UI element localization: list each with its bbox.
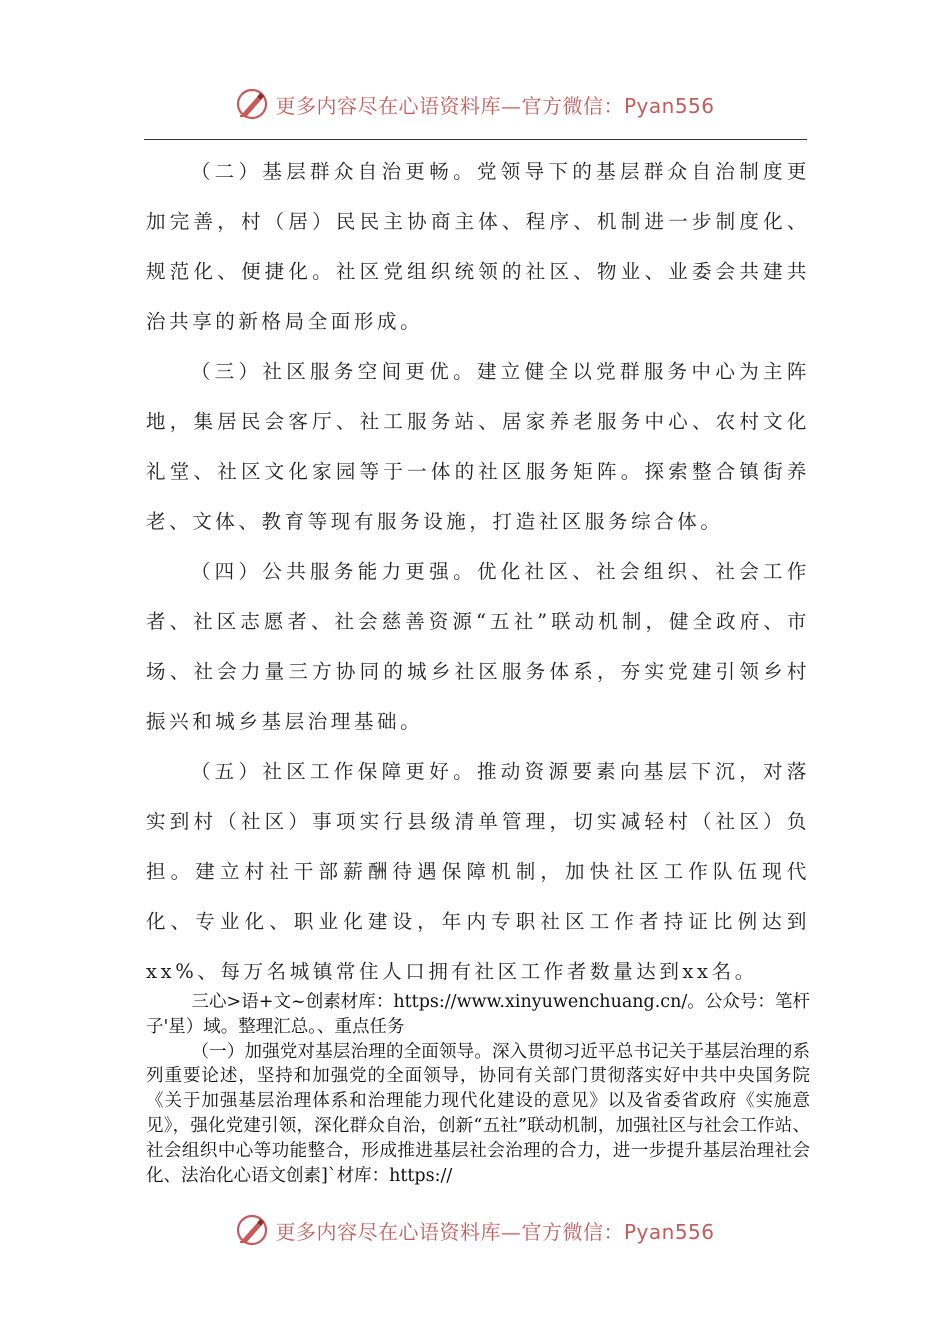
wechat-id: Pyan556 bbox=[623, 93, 715, 118]
task-paragraph-1: （一）加强党对基层治理的全面领导。深入贯彻习近平总书记关于基层治理的系列重要论述，坚持和加强党的全面领导，协同有关部门贯彻落实好中共中央国务院《关于加强基层治理体系和治理能力现代化建设的意见》以及省委省政府《实施意见》，强化党建引领，深化群众自治，创新“五社”联动机制，加强社区与社会工作站、社会组织中心等功能整合，形成推进基层社会治理的合力，进一步提升基层治理社会化、法治化心语文创素]`材库：https:// bbox=[146, 1041, 810, 1186]
paragraph-3: （三）社区服务空间更优。建立健全以党群服务中心为主阵地，集居民会客厅、社工服务站、居家养老服务中心、农村文化礼堂、社区文化家园等于一体的社区服务矩阵。探索整合镇街养老、文体、教育等现有服务设施，打造社区服务综合体。 bbox=[146, 360, 810, 533]
dense-text-block bbox=[146, 990, 810, 1188]
banner-title: 更多内容尽在心语资料库—官方微信：Pyan556 bbox=[275, 93, 715, 118]
source-note: 三心>语+文~创素材库：https://www.xinyuwenchuang.cn/。公众号：笔杆子'星）域。整理汇总。、重点任务 bbox=[146, 992, 810, 1037]
header-banner bbox=[0, 86, 950, 122]
paragraph-4: （四）公共服务能力更强。优化社区、社会组织、社会工作者、社区志愿者、社会慈善资源“五社”联动机制，健全政府、市场、社会力量三方协同的城乡社区服务体系，夯实党建引领乡村振兴和城乡基层治理基础。 bbox=[146, 560, 810, 733]
pen-circle-icon bbox=[235, 1213, 269, 1247]
footer-wechat-id: Pyan556 bbox=[623, 1219, 715, 1244]
paragraph-5: （五）社区工作保障更好。推动资源要素向基层下沉，对落实到村（社区）事项实行县级清单管理，切实减轻村（社区）负担。建立村社干部薪酬待遇保障机制，加快社区工作队伍现代化、专业化、职业化建设，年内专职社区工作者持证比例达到xx%、每万名城镇常住人口拥有社区工作者数量达到xx名。 bbox=[146, 760, 810, 983]
footer-title: 更多内容尽在心语资料库—官方微信：Pyan556 bbox=[275, 1219, 715, 1244]
footer-banner bbox=[0, 1212, 950, 1248]
header-divider bbox=[144, 139, 807, 140]
document-body bbox=[146, 147, 810, 997]
paragraph-2: （二）基层群众自治更畅。党领导下的基层群众自治制度更加完善，村（居）民民主协商主体、程序、机制进一步制度化、规范化、便捷化。社区党组织统领的社区、物业、业委会共建共治共享的新格局全面形成。 bbox=[146, 160, 810, 333]
pen-circle-icon bbox=[235, 87, 269, 121]
